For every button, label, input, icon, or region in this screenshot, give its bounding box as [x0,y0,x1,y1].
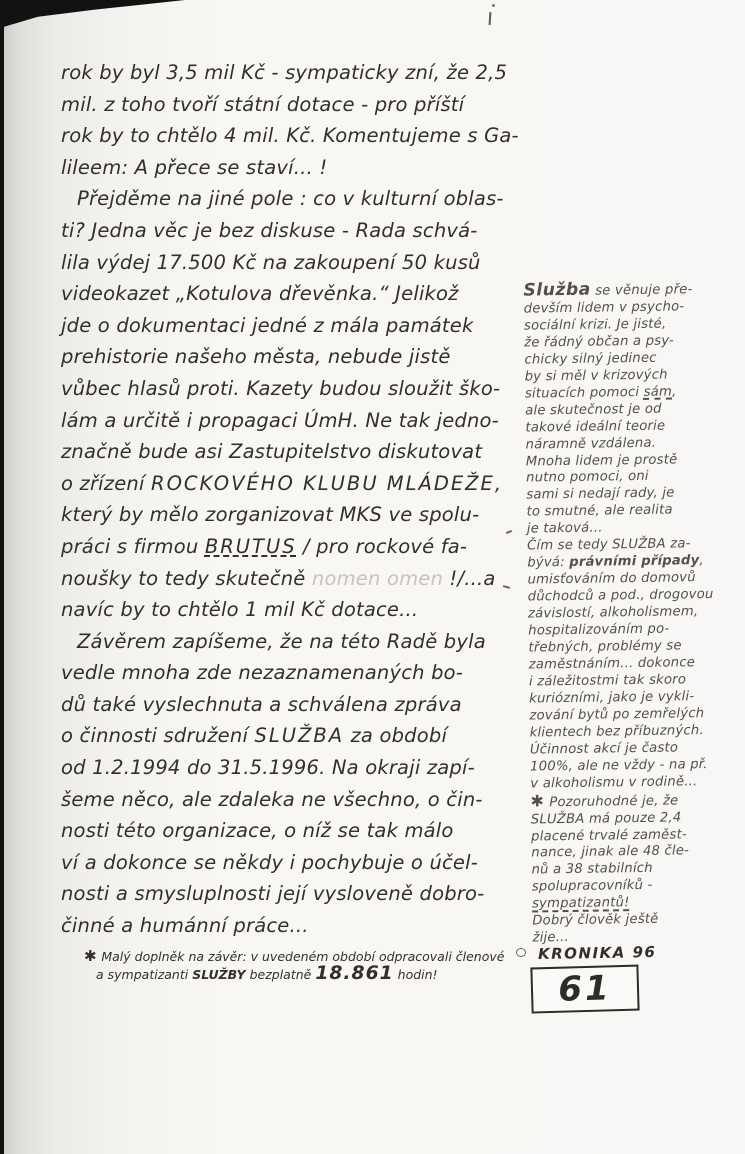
text-line: Účinnost akcí je často [529,740,679,758]
text-line: Závěrem zapíšeme, že na této Radě byla [77,629,486,653]
text-line: je taková... [526,520,603,537]
text-line: prehistorie našeho města, nebude jistě [61,345,451,369]
text-line: takové ideální teorie [525,418,666,436]
text-line: nosti této organizace, o níž se tak málo [61,819,454,843]
text-line: lileem: A přece se staví... ! [61,155,328,179]
text-line: vůbec hlasů proti. Kazety budou sloužit ško- [61,376,501,400]
scan-speck [489,12,492,25]
text-line: ✱ Pozoruhodné je, že [530,790,679,811]
text-line: a sympatizanti SLUŽBY bezplatně 18.861 hodin! [96,962,438,984]
text-line: rok by to chtělo 4 mil. Kč. Komentujeme s Ga- [61,124,519,148]
text-line: SLUŽBA má pouze 2,4 [530,809,682,828]
text-line: zování bytů po zemřelých [529,705,705,724]
text-line: nů a 38 stabilních [531,861,653,878]
text-line: značně bude asi Zastupitelstvo diskutovat [61,440,483,464]
text-line: i záležitostmi tak skoro [528,672,687,690]
text-line: devším lidem v psycho- [523,299,685,317]
text-line: noušky to tedy skutečně nomen omen !/...a [61,566,496,590]
text-line: o zřízení ROCKOVÉHO KLUBU MLÁDEŽE, [61,471,504,495]
scan-edge-line [0,0,4,1154]
text-line: videokazet „Kotulova dřevěnka.“ Jelikož [61,282,459,306]
text-line: třebných, problémy se [528,638,682,656]
text-line: který by mělo zorganizovat MKS ve spolu- [61,503,480,527]
text-line: mil. z toho tvoří státní dotace - pro příští [61,92,465,116]
page-number: 61 [557,968,613,1010]
text-line: činné a humánní práce... [61,914,309,938]
text-line: Čím se tedy SLUŽBA za- [526,536,691,554]
text-line: Dobrý člověk ještě [532,912,659,929]
text-line: to smutné, ale realita [526,502,673,520]
text-line: zaměstnáním... dokonce [528,655,696,673]
text-line: o činnosti sdružení SLUŽBA za období [61,724,448,748]
text-line: rok by byl 3,5 mil Kč - sympaticky zní, že 2,5 [61,61,508,84]
text-line: sami si nedají rady, je [526,485,675,503]
text-line: náramně vzdálena. [525,435,657,453]
text-line: práci s firmou BRUTUS / pro rockové fa- [61,534,468,558]
text-line: nutno pomoci, oni [525,469,649,487]
text-line: Mnoha lidem je prostě [525,451,678,470]
text-line: navíc by to chtělo 1 mil Kč dotace... [61,598,419,622]
text-line: bývá: právními případy, [527,553,704,571]
main-text-column [61,57,529,942]
scan-corner-shadow [0,0,185,28]
text-line: nosti a smysluplnosti její vysloveně dobro- [61,882,485,906]
text-line: ale skutečnost je od [525,401,662,419]
text-line: ti? Jedna věc je bez diskuse - Rada schvá- [61,218,478,242]
scan-speck-dot [492,4,495,7]
chronicle-label: KRONIKA 96 [537,942,657,964]
text-line: lila výdej 17.500 Kč na zakoupení 50 kusů [61,250,481,274]
text-line: ví a dokonce se někdy i pochybuje o účel- [61,850,478,874]
page-number-box [530,965,639,1014]
text-line: ✱ Malý doplněk na závěr: v uvedeném období odpracovali členové [84,947,505,965]
text-line: chicky silný jedinec [524,350,657,368]
text-line: spolupracovníků - [531,878,653,895]
text-line: závislostí, alkoholismem, [527,604,699,622]
text-line: dů také vyslechnuta a schválena zpráva [61,692,462,716]
text-line: sociální krizi. Je jisté, [523,316,667,334]
text-line: 100%, ale ne vždy - na př. [530,756,708,775]
text-line: Služba se věnuje pře- [523,279,693,301]
text-line: hospitalizováním po- [528,621,670,639]
text-line: důchodců a pod., drogovou [527,587,714,605]
text-line: že řádný občan a psy- [524,333,674,351]
text-line: sympatizantů! [531,895,630,912]
text-line: šeme něco, ale zdaleka ne všechno, o čin- [61,787,483,811]
text-line: v alkoholismu v rodině... [530,773,698,792]
text-line: od 1.2.1994 do 31.5.1996. Na okraji zapí- [61,756,475,780]
text-line: by si měl v krizových [524,367,668,385]
text-line: lám a určitě i propagaci ÚmH. Ne tak jedno- [61,408,499,432]
text-line: nance, jinak ale 48 čle- [531,843,690,861]
text-line: kuriózními, jako je vykli- [529,689,695,707]
text-line: Přejděme na jiné pole : co v kulturní oblas- [77,187,504,211]
text-line: žije... [532,930,569,946]
text-line: jde o dokumentaci jedné z mála památek [61,313,474,337]
text-line: placené trvalé zaměst- [530,826,687,845]
text-line: klientech bez příbuzných. [529,722,704,741]
footnote [84,948,534,983]
text-line: situacích pomoci sám, [524,384,677,402]
text-line: vedle mnoha zde nezaznamenaných bo- [61,661,464,685]
text-line: umisťováním do domovů [527,570,696,588]
sidebar-notes [523,279,745,947]
